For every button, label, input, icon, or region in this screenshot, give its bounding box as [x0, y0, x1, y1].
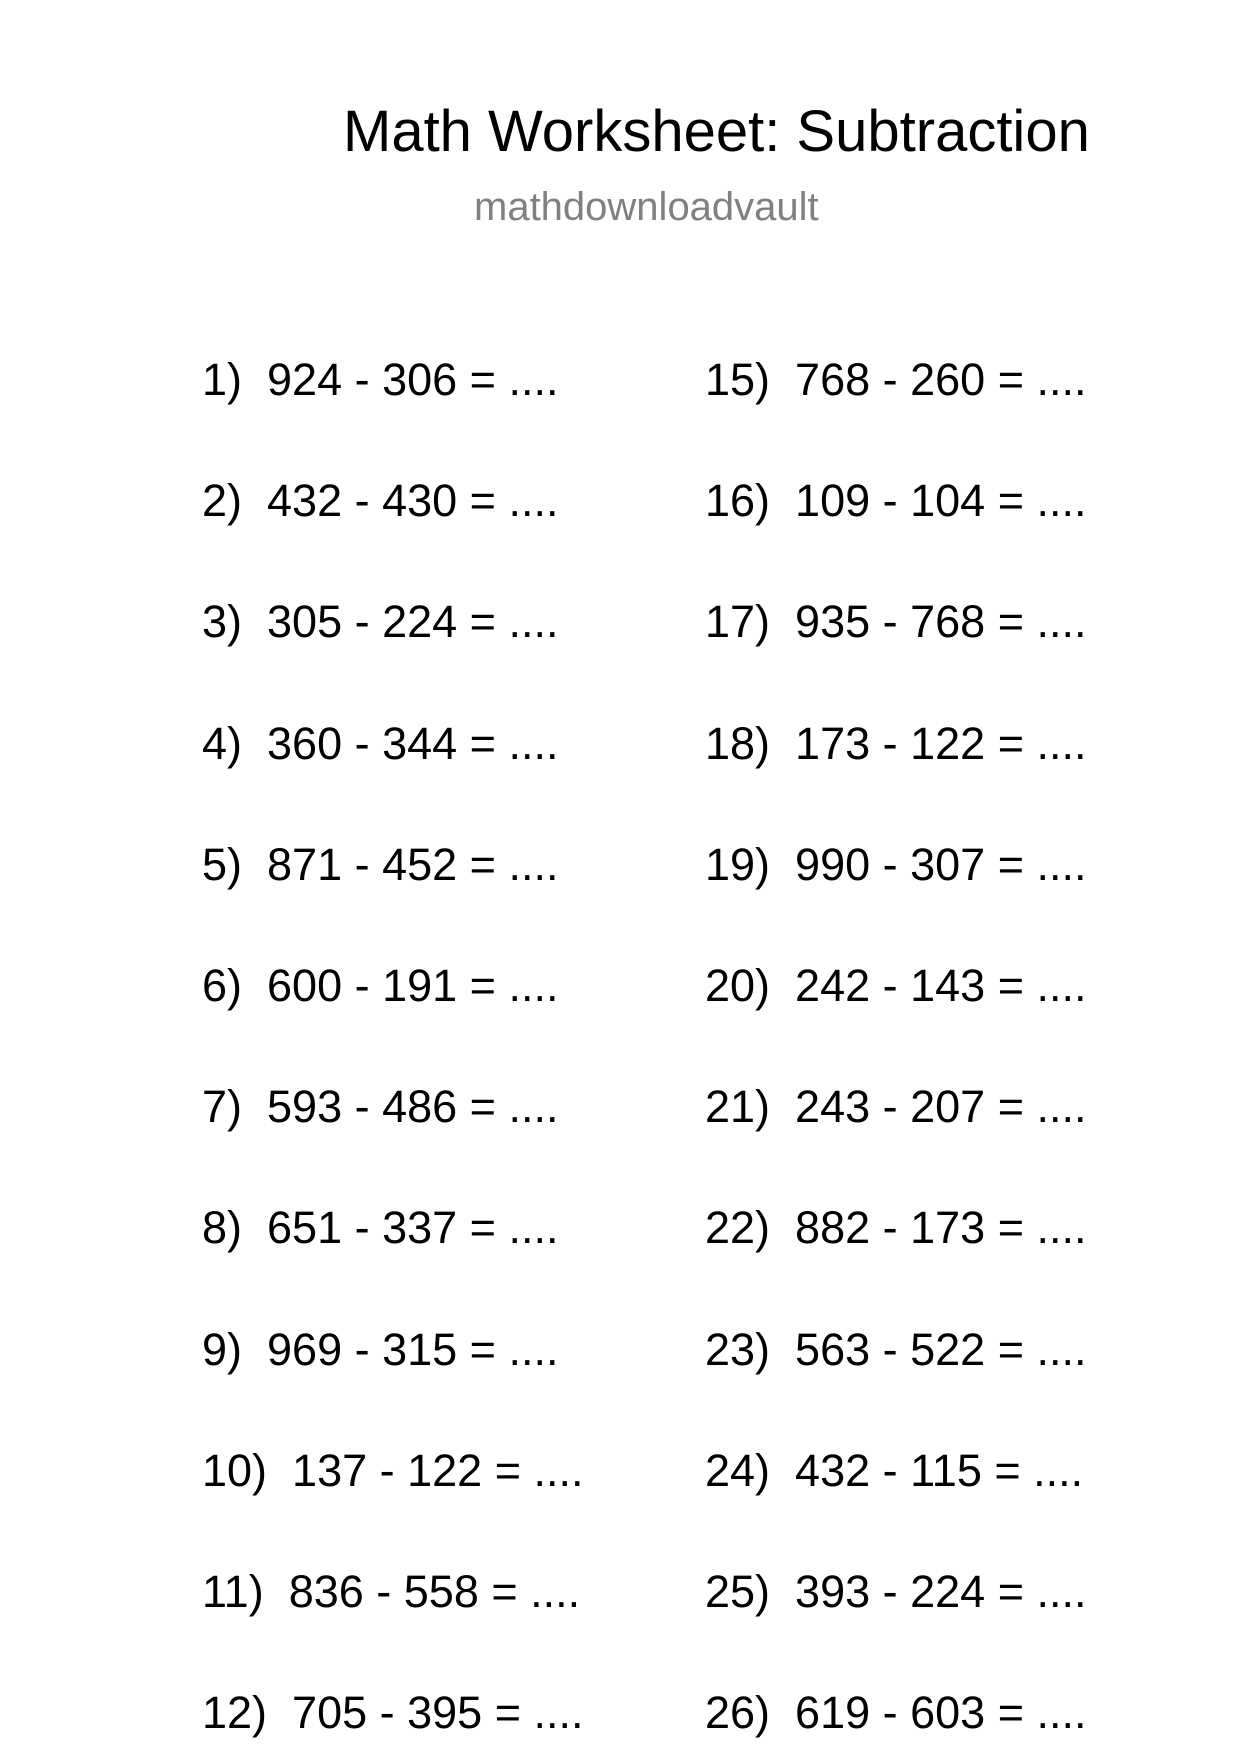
problem-item: 26) 619 - 603 = .... [705, 1687, 1087, 1739]
problem-item: 12) 705 - 395 = .... [202, 1687, 584, 1739]
problem-item: 3) 305 - 224 = .... [202, 596, 559, 648]
problem-item: 1) 924 - 306 = .... [202, 354, 559, 405]
problem-item: 16) 109 - 104 = .... [705, 475, 1087, 527]
problem-item: 17) 935 - 768 = .... [705, 596, 1087, 648]
problem-item: 18) 173 - 122 = .... [705, 717, 1087, 769]
worksheet-title: Math Worksheet: Subtraction [343, 99, 1090, 164]
problem-item: 20) 242 - 143 = .... [705, 960, 1087, 1011]
problem-item: 25) 393 - 224 = .... [705, 1566, 1087, 1617]
problem-item: 23) 563 - 522 = .... [705, 1323, 1087, 1375]
problem-item: 5) 871 - 452 = .... [202, 838, 559, 890]
problem-item: 15) 768 - 260 = .... [705, 354, 1087, 405]
problem-item: 19) 990 - 307 = .... [705, 838, 1087, 890]
problem-item: 9) 969 - 315 = .... [202, 1323, 559, 1375]
problem-item: 10) 137 - 122 = .... [202, 1444, 584, 1496]
problem-item: 4) 360 - 344 = .... [202, 717, 559, 769]
problem-item: 11) 836 - 558 = .... [202, 1566, 581, 1617]
problem-item: 6) 600 - 191 = .... [202, 960, 559, 1011]
problem-item: 22) 882 - 173 = .... [705, 1202, 1087, 1254]
problem-item: 21) 243 - 207 = .... [705, 1081, 1087, 1133]
problem-item: 24) 432 - 115 = .... [705, 1444, 1084, 1496]
problem-item: 7) 593 - 486 = .... [202, 1081, 559, 1133]
problem-item: 2) 432 - 430 = .... [202, 475, 559, 527]
problem-item: 8) 651 - 337 = .... [202, 1202, 559, 1254]
worksheet-source: mathdownloadvault [474, 185, 819, 229]
